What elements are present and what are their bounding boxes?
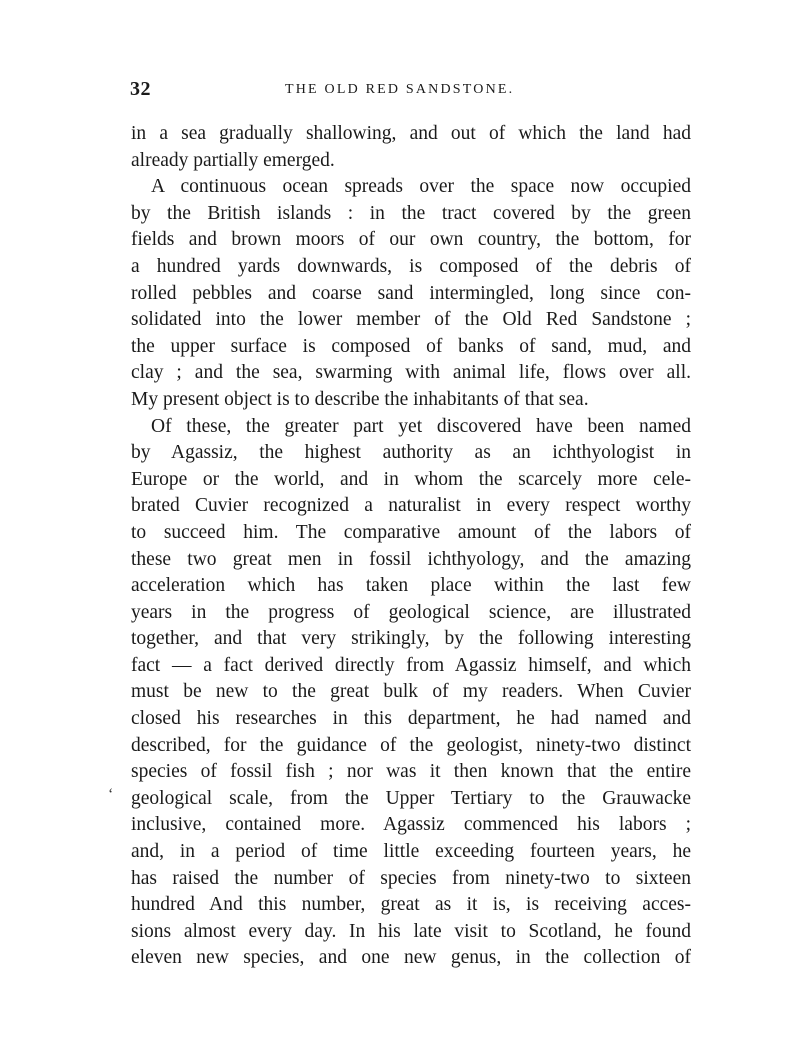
text-line: together, and that very strikingly, by the following interesting bbox=[131, 628, 691, 650]
text-line: Of these, the greater part yet discovered have been named bbox=[151, 415, 691, 437]
text-line: must be new to the great bulk of my readers. When Cuvier bbox=[131, 681, 691, 703]
text-line: the upper surface is composed of banks of sand, mud, and bbox=[131, 335, 691, 357]
text-line: sions almost every day. In his late visit to Scotland, he found bbox=[131, 920, 691, 942]
text-line: by the British islands : in the tract covered by the green bbox=[131, 202, 691, 224]
text-line: already partially emerged. bbox=[131, 149, 335, 171]
page-number: 32 bbox=[130, 78, 151, 100]
text-line: fields and brown moors of our own country, the bottom, for bbox=[131, 229, 691, 251]
text-line: fact — a fact derived directly from Agassiz himself, and which bbox=[131, 654, 691, 676]
text-line: brated Cuvier recognized a naturalist in every respect worthy bbox=[131, 495, 691, 517]
text-line: has raised the number of species from ninety-two to sixteen bbox=[131, 867, 691, 889]
text-line: described, for the guidance of the geologist, ninety-two distinct bbox=[131, 734, 691, 756]
text-line: to succeed him. The comparative amount of the labors of bbox=[131, 521, 691, 543]
text-line: and, in a period of time little exceeding fourteen years, he bbox=[131, 841, 691, 863]
text-line: closed his researches in this department, he had named and bbox=[131, 708, 691, 730]
text-line: acceleration which has taken place within the last few bbox=[131, 575, 691, 597]
text-line: years in the progress of geological science, are illustrated bbox=[131, 601, 691, 623]
text-line: hundred And this number, great as it is, is receiving acces- bbox=[131, 894, 691, 916]
text-line: a hundred yards downwards, is composed of the debris of bbox=[131, 255, 691, 277]
text-line: Europe or the world, and in whom the scarcely more cele- bbox=[131, 468, 691, 490]
text-line: A continuous ocean spreads over the space now occupied bbox=[151, 176, 691, 198]
text-line: geological scale, from the Upper Tertiary to the Grauwacke bbox=[131, 787, 691, 809]
text-line: clay ; and the sea, swarming with animal life, flows over all. bbox=[131, 362, 691, 384]
text-line: by Agassiz, the highest authority as an ichthyologist in bbox=[131, 442, 691, 464]
text-line: in a sea gradually shallowing, and out of which the land had bbox=[131, 123, 691, 144]
text-line: My present object is to describe the inhabitants of that sea. bbox=[131, 388, 589, 410]
margin-mark: ‘ bbox=[108, 786, 114, 803]
text-line: inclusive, contained more. Agassiz commenced his labors ; bbox=[131, 814, 691, 836]
text-line: species of fossil fish ; nor was it then known that the entire bbox=[131, 761, 691, 783]
text-line: solidated into the lower member of the Old Red Sandstone ; bbox=[131, 309, 691, 331]
text-line: these two great men in fossil ichthyology, and the amazing bbox=[131, 548, 691, 570]
body-text bbox=[131, 121, 691, 972]
text-line: eleven new species, and one new genus, in the collection of bbox=[131, 947, 691, 969]
text-line: rolled pebbles and coarse sand intermingled, long since con- bbox=[131, 282, 691, 304]
running-title: THE OLD RED SANDSTONE. bbox=[285, 82, 515, 97]
running-head bbox=[130, 78, 695, 106]
